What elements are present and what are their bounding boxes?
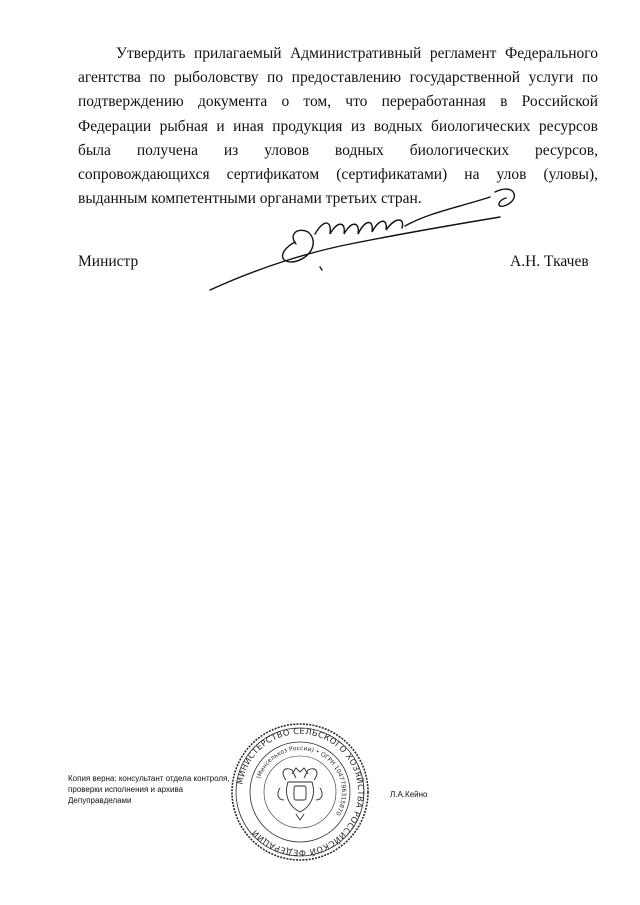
signatory-name: А.Н. Ткачев: [510, 253, 589, 270]
svg-text:МИНИСТЕРСТВО СЕЛЬСКОГО ХОЗЯЙСТ: МИНИСТЕРСТВО СЕЛЬСКОГО ХОЗЯЙСТВА РОССИЙСКОЙ ФЕДЕРАЦИИ: [234, 725, 367, 859]
resolution-paragraph: Утвердить прилагаемый Административный регламент Федерального агентства по рыболовству по предоставлению государственной услуги по подтверждению документа о том, что переработанная в Российской Федерации рыбная и иная продукция из водных биологических ресурсов была получена из уловов водных биологических ресурсов, сопровождающихся сертификатом (сертификатами) на улов (уловы), выданным компетентными органами третьих стран.: [78, 45, 598, 208]
handwritten-signature: [200, 172, 540, 302]
svg-text:(Минсельхоз России) • ОГРН 104: (Минсельхоз России) • ОГРН 1047796315870: [255, 744, 348, 817]
state-emblem-seal-icon: [230, 722, 370, 862]
certifier-name: Л.А.Кейно: [390, 790, 428, 799]
signatory-title: Министр: [78, 253, 139, 270]
copy-certification-note: Копия верна: консультант отдела контроля, проверки исполнения и архива Депуправделами: [68, 774, 230, 805]
